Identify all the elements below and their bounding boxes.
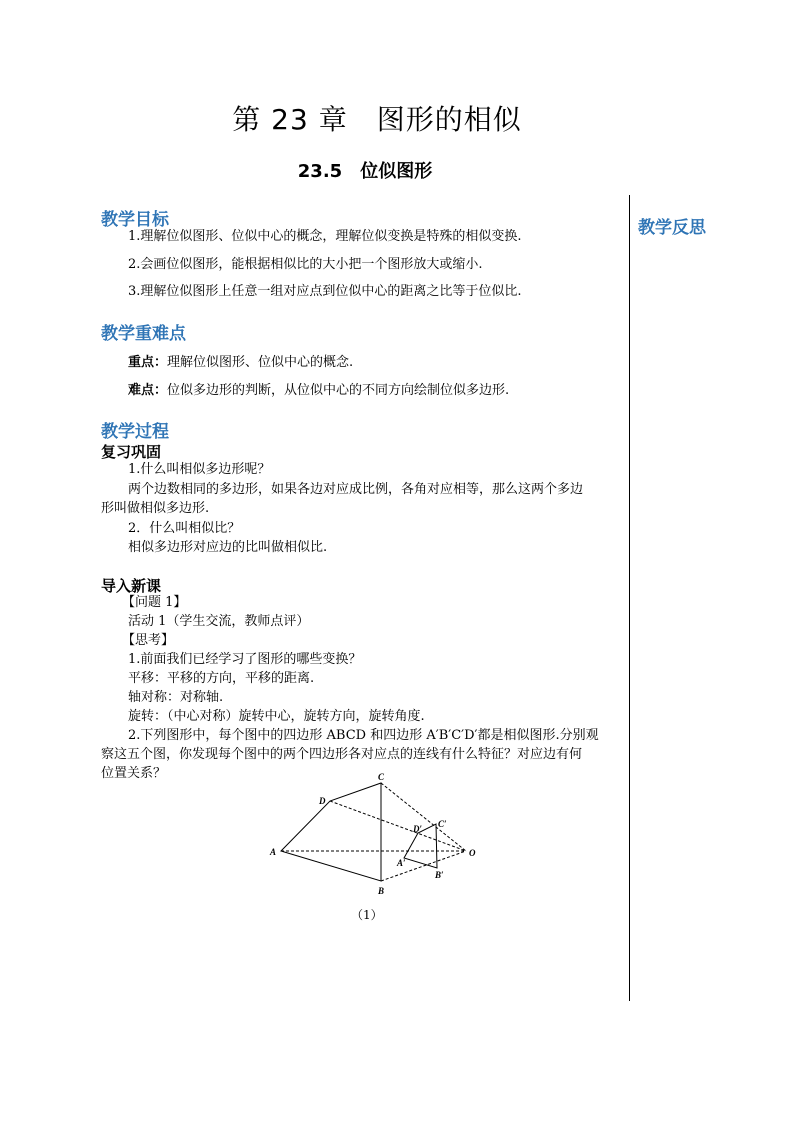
think-item: 1.前面我们已经学习了图形的哪些变换？	[128, 652, 362, 667]
review-question-1: 1.什么叫相似多边形呢？	[128, 462, 271, 477]
think-label: 【思考】	[122, 633, 175, 648]
think-item: 平移：平移的方向，平移的距离.	[128, 671, 315, 686]
lines-to-center	[281, 783, 466, 881]
key-points-heading: 教学重难点	[101, 324, 186, 344]
column-divider	[629, 195, 630, 1001]
think-item: 轴对称：对称轴.	[128, 690, 224, 705]
review-answer-2: 相似多边形对应边的比叫做相似比.	[128, 540, 328, 555]
key-point-text: 理解位似图形、位似中心的概念.	[167, 355, 354, 370]
think-item: 2.下列图形中，每个图中的四边形 ABCD 和四边形 A′B′C′D′都是相似图形.分别观	[128, 728, 599, 743]
quad-abcd	[281, 783, 381, 881]
objectives-heading: 教学目标	[101, 210, 169, 230]
process-heading: 教学过程	[101, 422, 169, 442]
objective-item: 3.理解位似图形上任意一组对应点到位似中心的距离之比等于位似比.	[128, 284, 522, 299]
review-question-2: 2．什么叫相似比？	[128, 521, 241, 536]
review-answer-1: 两个边数相同的多边形，如果各边对应成比例，各角对应相等，那么这两个多边	[128, 482, 584, 497]
think-item: 旋转：（中心对称）旋转中心，旋转方向，旋转角度.	[128, 709, 425, 724]
difficult-point-label: 难点：	[128, 383, 168, 398]
key-point-label: 重点：	[128, 355, 168, 370]
difficult-point-line	[128, 383, 509, 399]
label-c: C	[378, 772, 385, 782]
chapter-title: 第 23 章 图形的相似	[232, 103, 522, 136]
label-a: A	[270, 847, 277, 857]
review-answer-1-cont: 形叫做相似多边形.	[101, 501, 210, 516]
difficult-point-text: 位似多边形的判断，从位似中心的不同方向绘制位似多边形.	[167, 383, 510, 398]
objective-item: 1.理解位似图形、位似中心的概念，理解位似变换是特殊的相似变换.	[128, 229, 522, 244]
review-heading: 复习巩固	[101, 443, 162, 461]
section-title: 23.5 位似图形	[297, 161, 433, 182]
objective-item: 2.会画位似图形，能根据相似比的大小把一个图形放大或缩小.	[128, 257, 483, 272]
think-item-cont: 位置关系？	[101, 766, 167, 781]
key-point-line	[128, 355, 353, 371]
label-a-prime: A′	[397, 858, 406, 868]
teaching-reflection-heading: 教学反思	[638, 218, 706, 238]
label-c-prime: C′	[438, 819, 447, 829]
label-d-prime: D′	[413, 824, 423, 834]
think-item-cont: 察这五个图，你发现每个图中的两个四边形各对应点的连线有什么特征？对应边有何	[101, 747, 583, 762]
homothety-figure	[250, 770, 490, 900]
label-b-prime: B′	[435, 870, 444, 880]
label-d: D	[319, 796, 326, 806]
activity-line: 活动 1（学生交流，教师点评）	[128, 614, 310, 629]
figure-caption: （1）	[351, 908, 383, 922]
label-o: O	[469, 848, 476, 858]
label-b: B	[378, 886, 385, 896]
intro-heading: 导入新课	[101, 577, 162, 595]
problem-label: 【问题 1】	[122, 595, 187, 610]
